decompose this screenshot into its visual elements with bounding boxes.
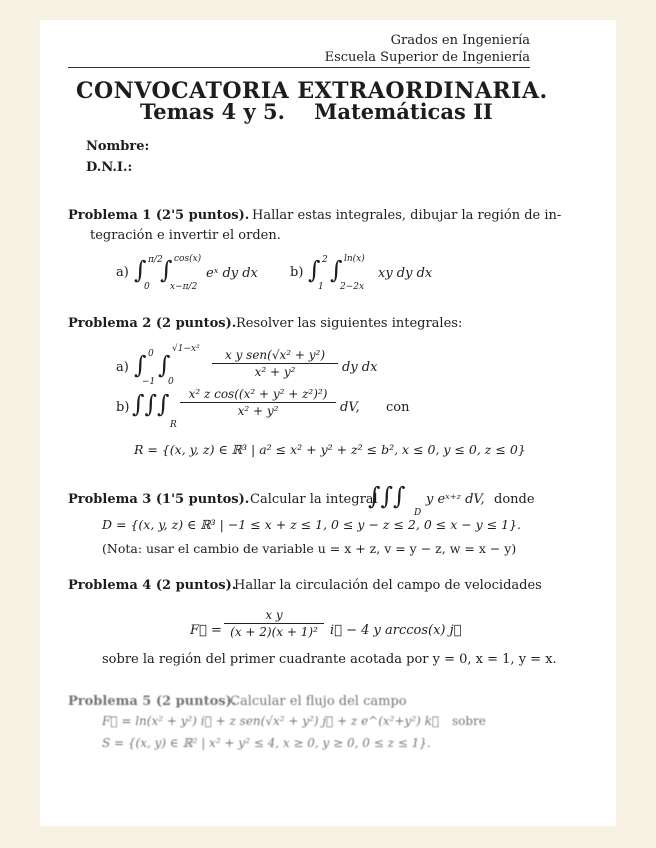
problem4-label: Problema 4 (2 puntos). — [68, 578, 237, 593]
integral-sign: ∫ — [308, 256, 321, 284]
page-subtitle: Temas 4 y 5. Matemáticas II — [140, 99, 493, 124]
p2a-inner-lower: 0 — [168, 377, 174, 387]
p4-denominator: (x + 2)(x + 1)² — [230, 625, 318, 639]
p5-field: F⃗ = ln(x² + y²) i⃗ + z sen(√x² + y²) j⃗ + z e^(x²+y²) k⃗ — [102, 714, 440, 728]
p2b-differential: dV, — [340, 400, 360, 415]
p4-field-lhs: F⃗ = — [190, 623, 222, 638]
problem1-label: Problema 1 (2'5 puntos). — [68, 208, 250, 223]
p2a-upper: 0 — [148, 349, 154, 359]
p1a-inner-lower: x−π/2 — [170, 282, 198, 292]
page-title: CONVOCATORIA EXTRAORDINARIA. — [76, 78, 548, 104]
p2-item-a: a) — [116, 360, 129, 375]
p2-item-b: b) — [116, 400, 130, 415]
problem3-text: Calcular la integral — [250, 492, 378, 507]
integral-sign: ∫ — [160, 256, 173, 284]
name-field-label: Nombre: — [86, 139, 150, 154]
p1-item-b: b) — [290, 265, 304, 280]
p2b-numerator: x² z cos((x² + y² + z²)²) — [188, 387, 328, 401]
exam-page — [40, 20, 616, 826]
p3-note: (Nota: usar el cambio de variable u = x + z, v = y − z, w = x − y) — [102, 541, 517, 556]
dni-field-label: D.N.I.: — [86, 160, 133, 175]
p2b-denominator: x² + y² — [237, 404, 279, 418]
problem5-text: Calcular el flujo del campo — [230, 694, 407, 709]
p5-sobre: sobre — [452, 714, 486, 728]
p2-region-set: R = {(x, y, z) ∈ ℝ³ | a² ≤ x² + y² + z² ≤ b², x ≤ 0, y ≤ 0, z ≤ 0} — [134, 442, 526, 457]
p1a-upper: π/2 — [148, 255, 163, 265]
problem2-label: Problema 2 (2 puntos). — [68, 316, 237, 331]
header-school: Escuela Superior de Ingeniería — [324, 50, 530, 65]
p2a-fraction — [212, 348, 338, 379]
header-rule — [68, 67, 530, 68]
p4-field-rest: i⃗ − 4 y arccos(x) j⃗ — [330, 623, 462, 638]
problem1-text1: Hallar estas integrales, dibujar la región de in- — [252, 208, 562, 223]
p1b-lower: 1 — [318, 282, 324, 292]
fraction-bar — [180, 402, 336, 403]
p1a-lower: 0 — [144, 282, 150, 292]
p3-integrand: y eˣ⁺ᶻ dV, — [426, 492, 485, 507]
integral-sign: ∫ — [134, 351, 147, 379]
p1b-upper: 2 — [322, 255, 328, 265]
p4-numerator: x y — [265, 608, 283, 622]
p3-donde: donde — [494, 492, 535, 507]
triple-integral-sign: ∫∫∫ — [368, 482, 406, 510]
problem3-label: Problema 3 (1'5 puntos). — [68, 492, 250, 507]
p2b-fraction — [180, 387, 336, 418]
p1b-inner-lower: 2−2x — [340, 282, 365, 292]
p2a-differentials: dy dx — [342, 360, 378, 375]
fraction-bar — [212, 363, 338, 364]
p2a-lower: −1 — [142, 377, 156, 387]
p1-item-a: a) — [116, 265, 129, 280]
p4-fraction — [224, 608, 324, 639]
p1a-inner-upper: cos(x) — [174, 254, 202, 264]
p2b-con: con — [386, 400, 410, 415]
p3-set: D = {(x, y, z) ∈ ℝ³ | −1 ≤ x + z ≤ 1, 0 ≤ y − z ≤ 2, 0 ≤ x − y ≤ 1}. — [102, 517, 522, 532]
p1b-inner-upper: ln(x) — [344, 254, 365, 264]
p2a-numerator: x y sen(√x² + y²) — [224, 348, 326, 362]
p5-set: S = {(x, y) ∈ ℝ² | x² + y² ≤ 4, x ≥ 0, y ≥ 0, 0 ≤ z ≤ 1}. — [102, 736, 431, 750]
p2a-inner-upper: √1−x² — [172, 344, 200, 354]
integral-sign: ∫ — [134, 256, 147, 284]
p2a-denominator: x² + y² — [254, 365, 296, 379]
problem4-text: Hallar la circulación del campo de velocidades — [234, 578, 542, 593]
integral-sign: ∫ — [158, 351, 171, 379]
fraction-bar — [224, 623, 324, 624]
problem2-text: Resolver las siguientes integrales: — [236, 316, 463, 331]
p1a-integrand: eˣ dy dx — [206, 266, 258, 281]
integral-sign: ∫ — [330, 256, 343, 284]
p1b-integrand: xy dy dx — [378, 266, 433, 281]
header-degree: Grados en Ingeniería — [390, 33, 530, 48]
p3-region: D — [414, 508, 422, 518]
triple-integral-sign: ∫∫∫ — [132, 390, 170, 418]
problem5-label: Problema 5 (2 puntos). — [68, 694, 237, 709]
p2b-region: R — [170, 420, 177, 430]
problem1-text2: tegración e invertir el orden. — [90, 228, 281, 243]
p4-region: sobre la región del primer cuadrante acotada por y = 0, x = 1, y = x. — [102, 652, 557, 667]
